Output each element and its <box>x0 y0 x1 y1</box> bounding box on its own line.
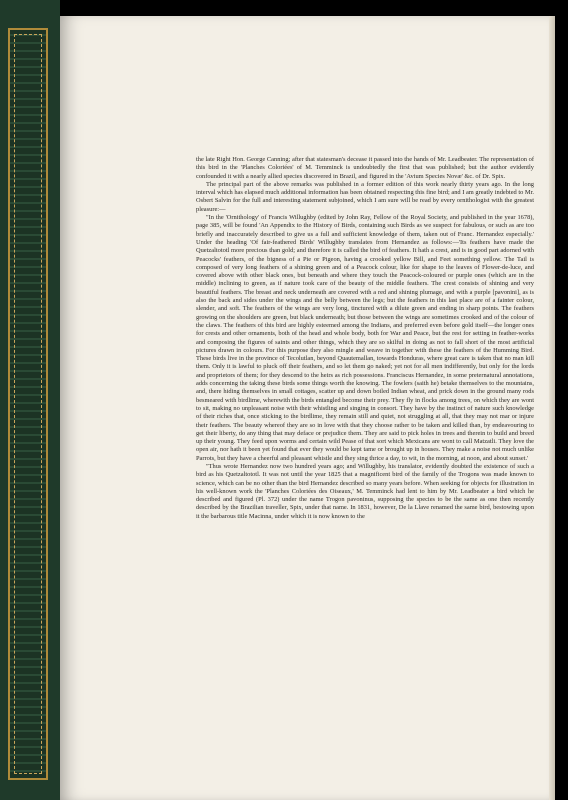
decorative-border-ornament <box>8 28 48 780</box>
book-page <box>60 16 555 800</box>
paragraph: "Thus wrote Hernandez now two hundred years ago; and Willughby, his translator, evidently doubted the existence of such a bird as his Quetzaltototl. It was not until the year 1825 that a magnificent bird of the family of the Trogons was made known to science, which can be no other than the bird Hernandez described so many years before. When seeking for objects for illustration in his well-known work the 'Planches Coloriées des Oiseaux,' M. Temminck had lent to him by Mr. Leadbeater a bird which he described and figured (Pl. 372) under the name Trogon pavoninus, supposing the species to be the same as one then recently described by the Brazilian traveller, Spix, under that name. In 1831, however, De la Llave renamed the same bird, bestowing upon it the barbarous title Macinna, under which it is now known to the <box>196 462 534 520</box>
paragraph: The principal part of the above remarks was published in a former edition of this work nearly thirty years ago. In the long interval which has elapsed much additional information has been obtained respecting this fine bird; and I am greatly indebted to Mr. Osbert Salvin for the full and interesting statement subjoined, which I am sure will be read by every ornithologist with the greatest pleasure:— <box>196 180 534 213</box>
page-edge <box>549 16 555 800</box>
paragraph: "In the 'Ornithology' of Francis Willughby (edited by John Ray, Fellow of the Royal Society, and published in the year 1678), page 385, will be found 'An Appendix to the History of Birds, containing such Birds as we suspect for fabulous, or such as are too briefly and inaccurately described to give us a full and sufficient knowledge of them, taken out of Franc. Hernandez especially.' Under the heading 'Of fair-feathered Birds' Willughby translates from Hernandez as follows:—'Its feathers have made the Quetzaltototl more precious than gold; and therefore it is called the bird of feathers. It hath a crest, and is in good part adorned with Peacocks' feathers, of the bigness of a Pie or Pigeon, having a crooked yellow Bill, and Feet something yellow. The Tail is composed of very long feathers of a shining green and of a Peacock colour, like for shape to the leaves of Flower-de-luce, and covered above with other black ones, but beneath and where they touch the Peacock-coloured or purple ones (which are in the middle) inclining to green, as if nature took care of the beauty of the middle feathers. The crest consists of shining and very beautiful feathers. The breast and neck underneath are covered with a red and shining plumage, and with a purple [pavonini], as is also the back and sides under the wings and the belly between the legs; but the feathers in this last place are of a fainter colour, slender, and soft. The feathers of the wings are very long, tinctured with a dilute green and ending in sharp points. The feathers growing on the shoulders are green, but black underneath; but those between the wings are sometimes crooked and of the colour of the claws. The feathers of this bird are highly esteemed among the Indians, and preferred even before gold itself—the longer ones for crests and other ornaments, both of the head and whole body, both for War and Peace, but the rest for setting in feather-works and composing the figures of saints and other things, which they are so skilful in doing as not to fall short of the most artificial pictures drawn in colours. For this purpose they also mingle and weave in together with these the feathers of the Humming Bird. These birds live in the province of Tecolutlan, beyond Quautemallan, towards Honduras, where great care is taken that no man kill them. Only it is lawful to pluck off their feathers, and so let them go naked; yet not for all men indifferently, but only for the lords and proprietors of them; for they descend to the heirs as rich possessions. Franciscus Hernandez, in some preternatural annotations, adds concerning the taking these birds some things worth the knowing. The fowlers (saith he) betake themselves to the mountains, and, there hiding themselves in small cottages, scatter up and down boiled Indian wheat, and prick down in the ground many rods besmeared with birdlime, wherewith the birds entangled become their prey. They fly in flocks among trees, on which they are wont to sit, making no unpleasant noise with their whistling and singing in consort. They have by the instinct of nature such knowledge of their riches that, once sticking to the birdlime, they remain still and quiet, not struggling at all, that they may not mar or injure their feathers. The beauty whereof they are so in love with that they choose rather to be taken and killed than, by endeavouring to get their liberty, do any thing that may deface or prejudice them. They are said to pick holes in trees and therein to build and breed up their young. They feed upon worms and certain wild Pease of that sort which Mexicans are wont to call Matzatli. They love the open air, nor hath it been yet found that ever they would be kept tame or brought up in houses. They make a noise not much unlike Parrots, but they have a cheerful and pleasant whistle and they sing thrice a day, to wit, in the morning, at noon, and about sunset.' <box>196 214 534 462</box>
paragraph: the late Right Hon. George Canning; after that statesman's decease it passed into the hands of Mr. Leadbeater. The representation of this bird in the 'Planches Coloriées' of M. Temminck is undoubtedly the first that was published; but the author evidently confounded it with a nearly allied species discovered in Brazil, and figured in the 'Avium Species Novæ' &c. of Dr. Spix. <box>196 156 534 180</box>
book-cover <box>0 0 60 800</box>
page-text-block <box>196 156 534 776</box>
